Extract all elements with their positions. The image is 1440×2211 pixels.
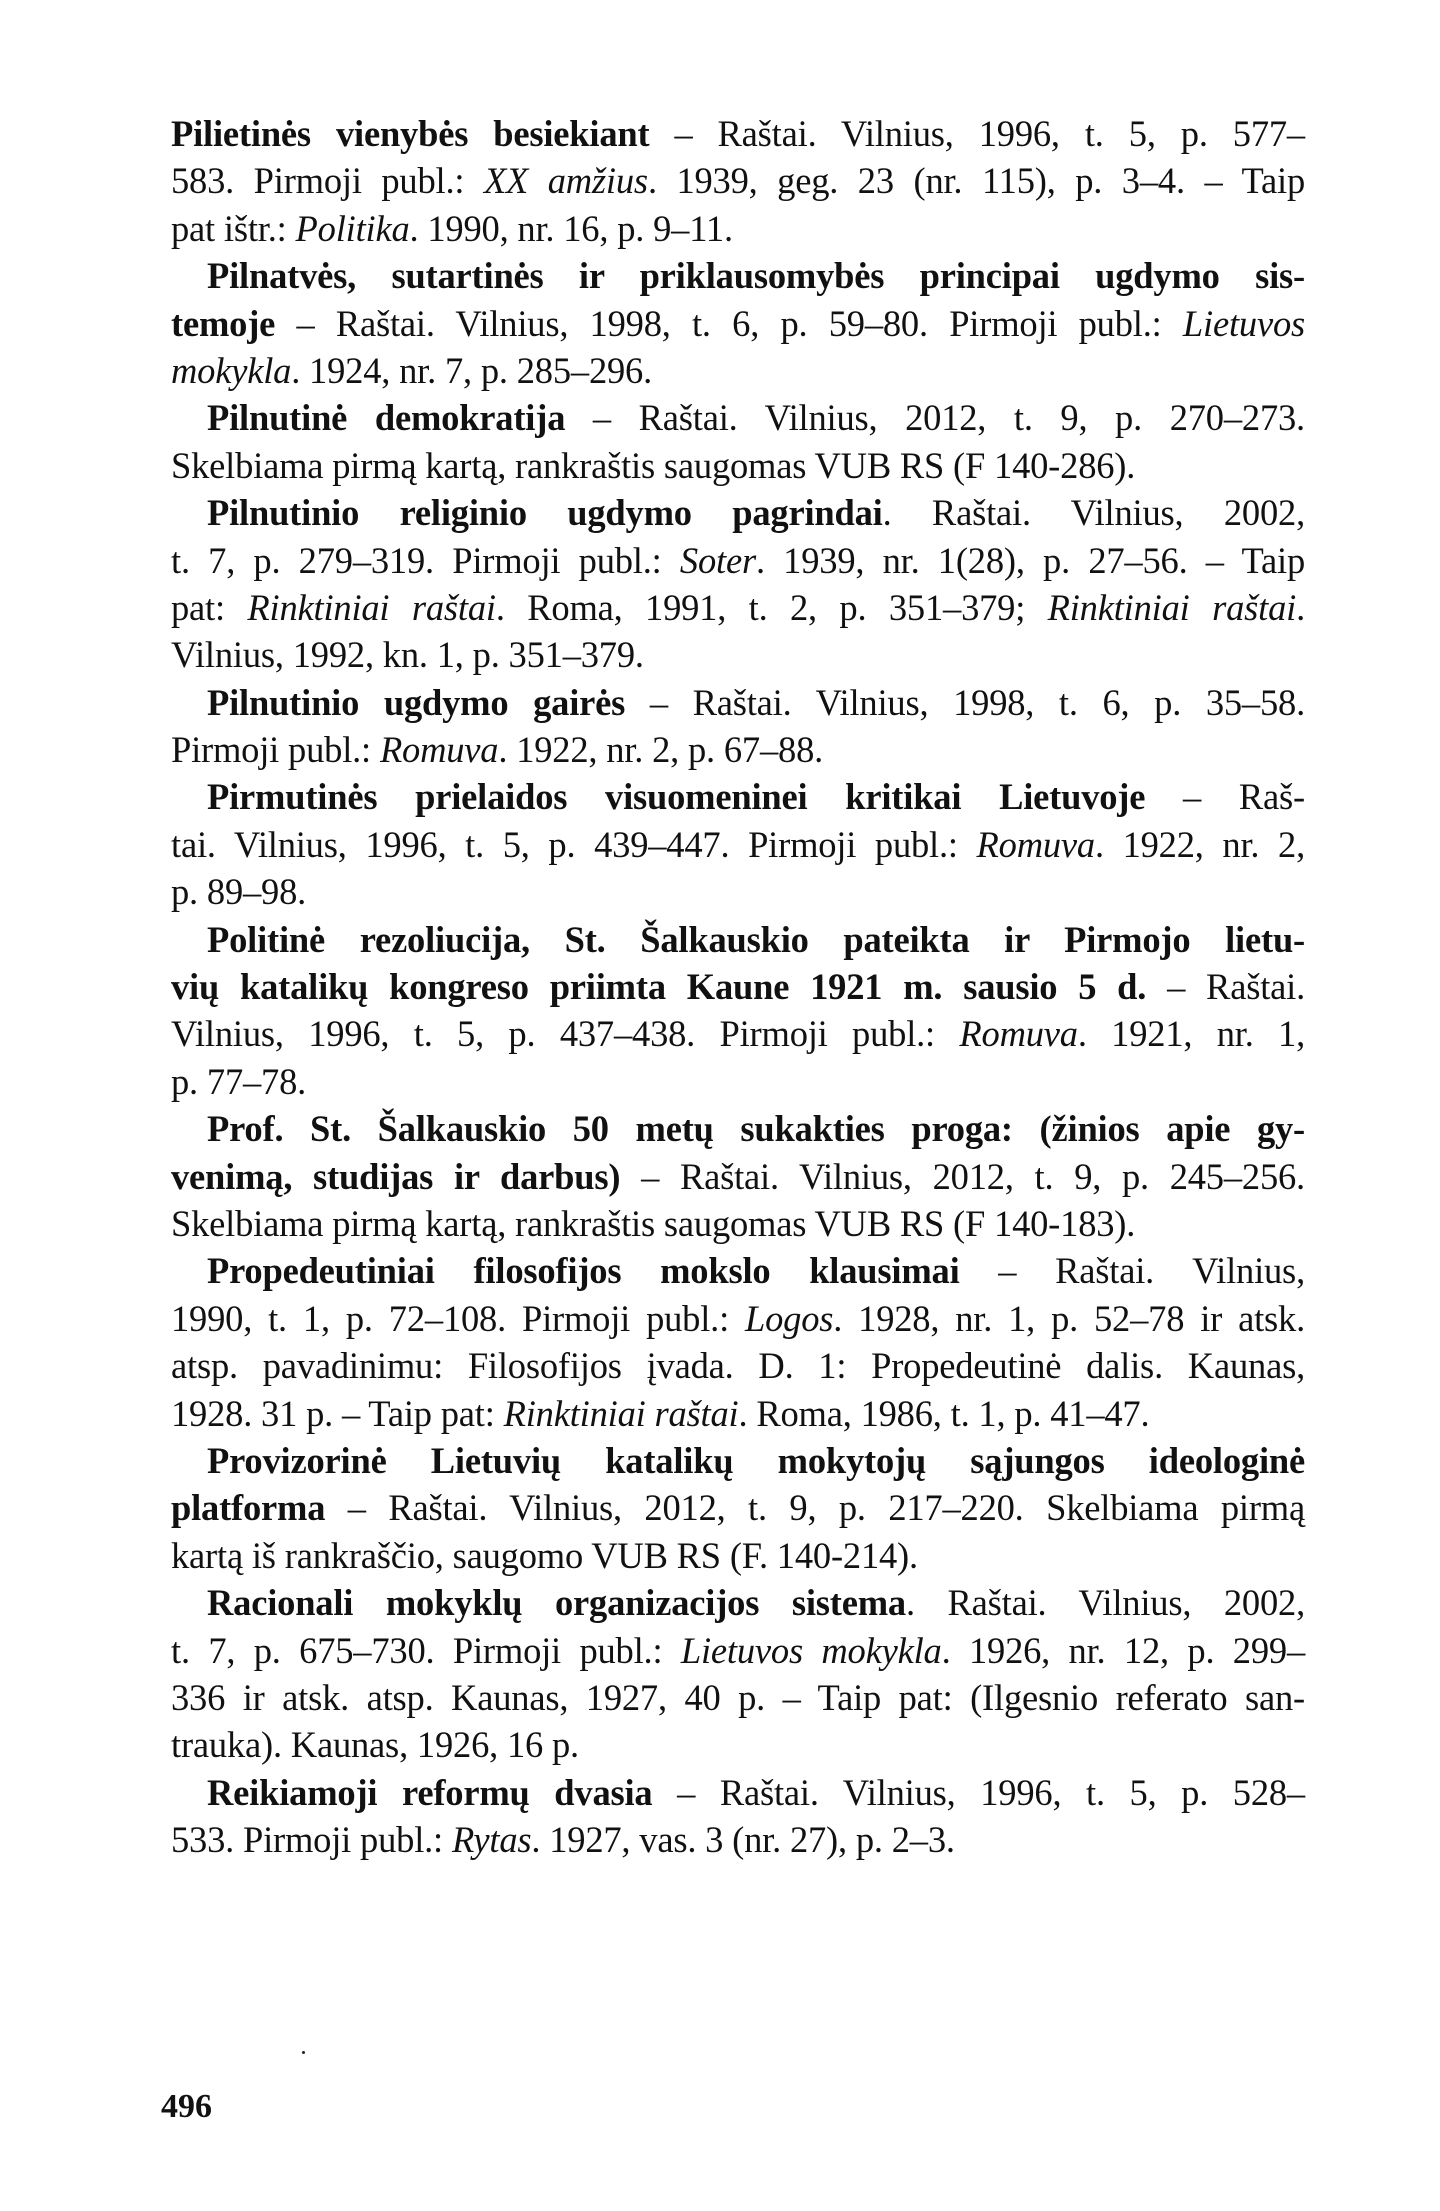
bibliography-entry	[171, 252, 1305, 394]
entry-line	[171, 1532, 1305, 1579]
entry-text: Vilnius, 1992, kn. 1, p. 351–379.	[171, 634, 644, 676]
print-speck	[302, 2051, 305, 2054]
entry-line	[171, 1200, 1305, 1247]
entry-line	[171, 1484, 1305, 1531]
entry-text: – Raš-	[1145, 776, 1305, 818]
publication-name: Romuva	[976, 823, 1095, 865]
entry-line	[171, 584, 1305, 631]
entry-title: Pilnutinė demokratija	[207, 397, 566, 439]
entry-text: atsp. pavadinimu: Filosofijos įvada. D. 1: Propedeutinė dalis. Kaunas,	[171, 1345, 1305, 1387]
entry-title: Pilnutinio ugdymo gairės	[207, 681, 626, 723]
entry-line	[171, 1721, 1305, 1768]
entry-title: Reikiamoji reformų dvasia	[207, 1771, 653, 1813]
entry-line	[171, 1437, 1305, 1484]
entry-text: Pirmoji publ.:	[171, 729, 380, 771]
entry-line	[171, 1627, 1305, 1674]
entry-text: 1928. 31 p. – Taip pat:	[171, 1392, 504, 1434]
entry-text: – Raštai. Vilnius, 1998, t. 6, p. 35–58.	[625, 681, 1305, 723]
bibliography-entry	[171, 1247, 1305, 1437]
entry-text: . 1939, nr. 1(28), p. 27–56. – Taip	[755, 539, 1305, 581]
entry-title: temoje	[171, 302, 276, 344]
bibliography-page	[171, 110, 1305, 1863]
entry-text: p. 89–98.	[171, 871, 307, 913]
entry-line	[171, 300, 1305, 347]
entry-line	[171, 252, 1305, 299]
entry-line	[171, 1674, 1305, 1721]
publication-name: Lietuvos	[1182, 302, 1305, 344]
entry-line	[171, 1769, 1305, 1816]
entry-text: . 1922, nr. 2, p. 67–88.	[498, 729, 824, 771]
entry-line	[171, 205, 1305, 252]
entry-text: . 1924, nr. 7, p. 285–296.	[291, 349, 653, 391]
entry-text: t. 7, p. 675–730. Pirmoji publ.:	[171, 1629, 681, 1671]
entry-text: Skelbiama pirmą kartą, rankraštis saugomas VUB RS (F 140-183).	[171, 1202, 1136, 1244]
publication-name: Rinktiniai raštai	[503, 1392, 739, 1434]
publication-name: Rytas	[451, 1819, 532, 1861]
publication-name: Lietuvos mokykla	[680, 1629, 942, 1671]
entry-line	[171, 1105, 1305, 1152]
entry-text: – Raštai. Vilnius, 2012, t. 9, p. 245–256.	[620, 1155, 1305, 1197]
entry-text: . 1990, nr. 16, p. 9–11.	[409, 207, 733, 249]
entry-title: Politinė rezoliucija, St. Šalkauskio pateikta ir Pirmojo lietu-	[207, 918, 1305, 960]
entry-line	[171, 1816, 1305, 1863]
entry-text: – Raštai. Vilnius, 1996, t. 5, p. 577–	[649, 113, 1305, 154]
publication-name: Soter	[679, 539, 756, 581]
bibliography-entry	[171, 916, 1305, 1106]
publication-name: mokykla	[171, 349, 292, 391]
entry-text: – Raštai. Vilnius, 1996, t. 5, p. 528–	[652, 1771, 1305, 1813]
bibliography-entry	[171, 110, 1305, 252]
publication-name: Politika	[295, 207, 410, 249]
entry-text: . 1928, nr. 1, p. 52–78 ir atsk.	[833, 1297, 1305, 1339]
entry-text: . 1922, nr. 2,	[1094, 823, 1305, 865]
entry-title: Propedeutiniai filosofijos mokslo klausimai	[207, 1250, 960, 1292]
entry-text: .	[1296, 586, 1305, 628]
entry-title: venimą, studijas ir darbus)	[171, 1155, 621, 1197]
entry-text: Skelbiama pirmą kartą, rankraštis saugomas VUB RS (F 140-286).	[171, 444, 1136, 486]
entry-line	[171, 157, 1305, 204]
bibliography-entry	[171, 679, 1305, 774]
entry-text: . Roma, 1991, t. 2, p. 351–379;	[495, 586, 1048, 628]
entry-line	[171, 1247, 1305, 1294]
publication-name: Romuva	[379, 729, 499, 771]
publication-name: XX amžius	[483, 160, 648, 202]
publication-name: Romuva	[959, 1013, 1078, 1055]
entry-line	[171, 726, 1305, 773]
entry-text: . 1927, vas. 3 (nr. 27), p. 2–3.	[531, 1819, 955, 1861]
entry-line	[171, 489, 1305, 536]
entry-text: pat:	[171, 586, 248, 628]
publication-name: Rinktiniai raštai	[247, 586, 496, 628]
entry-line	[171, 394, 1305, 441]
entry-line	[171, 1579, 1305, 1626]
entry-text: Vilnius, 1996, t. 5, p. 437–438. Pirmoji publ.:	[171, 1013, 960, 1055]
entry-line	[171, 537, 1305, 584]
entry-text: – Raštai. Vilnius,	[959, 1250, 1305, 1292]
entry-line	[171, 631, 1305, 678]
entry-title: Pirmutinės prielaidos visuomeninei kritikai Lietuvoje	[207, 776, 1146, 818]
entry-text: – Raštai. Vilnius, 2012, t. 9, p. 270–273.	[565, 397, 1305, 439]
entry-text: . Raštai. Vilnius, 2002,	[905, 1582, 1305, 1624]
entry-line	[171, 916, 1305, 963]
entry-title: Pilnatvės, sutartinės ir priklausomybės principai ugdymo sis-	[207, 255, 1305, 297]
entry-line	[171, 1390, 1305, 1437]
bibliography-entry	[171, 773, 1305, 915]
entry-text: tai. Vilnius, 1996, t. 5, p. 439–447. Pirmoji publ.:	[171, 823, 977, 865]
bibliography-entry	[171, 1437, 1305, 1579]
entry-title: Provizorinė Lietuvių katalikų mokytojų sąjungos ideologinė	[207, 1439, 1305, 1481]
entry-text: p. 77–78.	[171, 1060, 307, 1102]
entry-text: t. 7, p. 279–319. Pirmoji publ.:	[171, 539, 680, 581]
entry-title: Prof. St. Šalkauskio 50 metų sukakties proga: (žinios apie gy-	[207, 1108, 1305, 1150]
entry-line	[171, 1295, 1305, 1342]
entry-text: – Raštai. Vilnius, 1998, t. 6, p. 59–80. Pirmoji publ.:	[275, 302, 1183, 344]
entry-line	[171, 821, 1305, 868]
entry-line	[171, 963, 1305, 1010]
entry-line	[171, 110, 1305, 157]
entry-text: 533. Pirmoji publ.:	[171, 1819, 452, 1861]
entry-title: platforma	[171, 1487, 326, 1529]
entry-title: Racionali mokyklų organizacijos sistema	[207, 1582, 906, 1624]
entry-line	[171, 347, 1305, 394]
entry-text: 1990, t. 1, p. 72–108. Pirmoji publ.:	[171, 1297, 745, 1339]
entry-text: – Raštai. Vilnius, 2012, t. 9, p. 217–220. Skelbiama pirmą	[325, 1487, 1305, 1529]
entry-text: 583. Pirmoji publ.:	[171, 160, 484, 202]
entry-line	[171, 442, 1305, 489]
entry-text: – Raštai.	[1146, 966, 1306, 1008]
entry-line	[171, 868, 1305, 915]
bibliography-entry	[171, 489, 1305, 679]
bibliography-entry	[171, 1579, 1305, 1769]
entry-line	[171, 1010, 1305, 1057]
entry-title: vių katalikų kongreso priimta Kaune 1921 m. sausio 5 d.	[171, 966, 1147, 1008]
entry-line	[171, 679, 1305, 726]
entry-line	[171, 1342, 1305, 1389]
entry-line	[171, 1153, 1305, 1200]
page-number: 496	[161, 2088, 212, 2125]
entry-text: pat ištr.:	[171, 207, 296, 249]
entry-line	[171, 1058, 1305, 1105]
entry-text: trauka). Kaunas, 1926, 16 p.	[171, 1724, 579, 1766]
entry-line	[171, 773, 1305, 820]
publication-name: Logos	[745, 1297, 834, 1339]
publication-name: Rinktiniai raštai	[1047, 586, 1297, 628]
bibliography-entry	[171, 1769, 1305, 1864]
bibliography-list	[171, 110, 1305, 1863]
entry-title: Pilietinės vienybės besiekiant	[171, 113, 650, 154]
entry-text: . 1926, nr. 12, p. 299–	[941, 1629, 1306, 1671]
bibliography-entry	[171, 394, 1305, 489]
entry-text: . 1939, geg. 23 (nr. 115), p. 3–4. – Taip	[647, 160, 1305, 202]
bibliography-entry	[171, 1105, 1305, 1247]
entry-text: . 1921, nr. 1,	[1077, 1013, 1306, 1055]
entry-text: 336 ir atsk. atsp. Kaunas, 1927, 40 p. – Taip pat: (Ilgesnio referato san-	[171, 1676, 1305, 1718]
entry-title: Pilnutinio religinio ugdymo pagrindai	[207, 492, 883, 534]
entry-text: kartą iš rankraščio, saugomo VUB RS (F. 140-214).	[171, 1534, 918, 1576]
entry-text: . Roma, 1986, t. 1, p. 41–47.	[738, 1392, 1150, 1434]
entry-text: . Raštai. Vilnius, 2002,	[882, 492, 1305, 534]
